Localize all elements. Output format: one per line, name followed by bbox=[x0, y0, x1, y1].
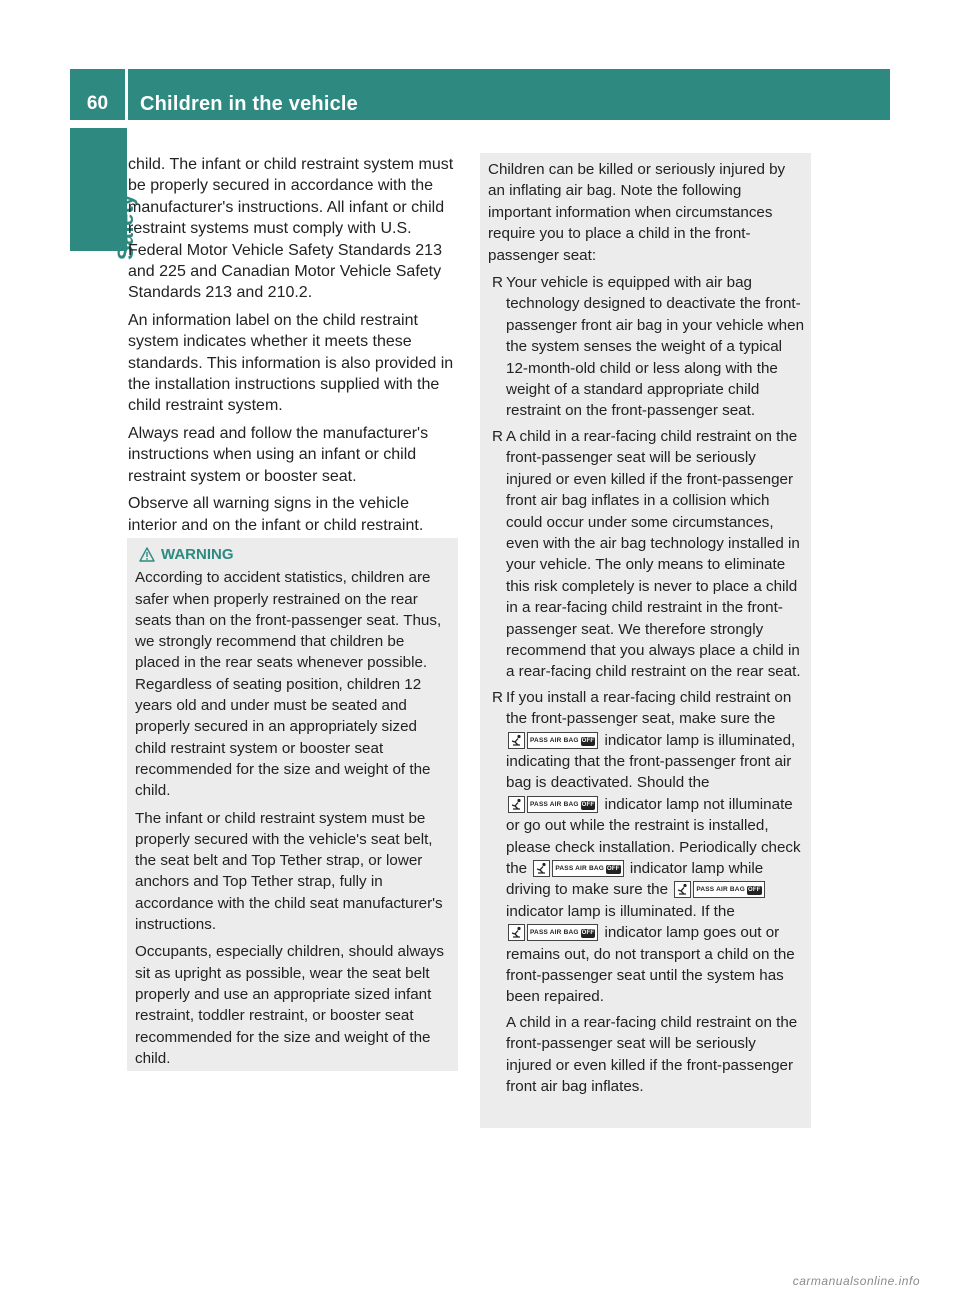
airbag-indicator-lamp bbox=[674, 881, 764, 898]
passenger-airbag-label bbox=[527, 924, 598, 941]
watermark: carmanualsonline.info bbox=[792, 1274, 920, 1288]
list-item bbox=[488, 272, 805, 422]
warning-paragraph: Occupants, especially children, should always sit as upright as possible, wear the seat belt properly and use an appropriate sized infant restraint, toddler restraint, or booster seat recommended for the size and weight of the child. bbox=[135, 943, 444, 1067]
warning-paragraph: The infant or child restraint system must be properly secured with the vehicle's seat belt, the seat belt and Top Tether strap, or lower anchors and Top Tether strap, fully in accordance with the child seat manufacturer's instructions. bbox=[135, 809, 443, 934]
airbag-indicator-lamp bbox=[533, 860, 623, 877]
paragraph: Always read and follow the manufacturer's instructions when using an infant or child restraint system or booster seat. bbox=[128, 424, 429, 485]
lamp-label-text: PASS AIR BAG bbox=[696, 886, 745, 894]
warning-triangle-icon bbox=[139, 547, 155, 562]
info-intro: Children can be killed or seriously injured by an inflating air bag. Note the following important information when circumstances require you to place a child in the front-passenger seat: bbox=[488, 161, 786, 264]
bullet-text: A child in a rear-facing child restraint on the front-passenger seat will be seriously injured or even killed if the front-passenger front air bag inflates in a collision which could occur under some circumstances, even with the air bag technology installed in your vehicle. The only means to eliminate this risk completely is never to place a child in a rear-facing child restraint in the front-passenger seat. We therefore strongly recommend that you always place a child in a rear-facing child restraint on the rear seat. bbox=[506, 427, 801, 681]
airbag-indicator-lamp bbox=[508, 732, 598, 749]
lamp-off-text: OFF bbox=[747, 887, 761, 894]
passenger-airbag-label bbox=[693, 881, 764, 898]
airbag-info-box bbox=[480, 153, 811, 1128]
list-item bbox=[488, 426, 805, 683]
left-column bbox=[128, 154, 462, 542]
passenger-airbag-label bbox=[527, 796, 598, 813]
child-seat-icon bbox=[533, 860, 550, 877]
paragraph: An information label on the child restraint system indicates whether it meets these standards. This information is also provided in the installation instructions supplied with the child restraint system. bbox=[128, 311, 454, 415]
child-seat-icon bbox=[508, 732, 525, 749]
lamp-label-text: PASS AIR BAG bbox=[530, 736, 579, 744]
airbag-indicator-lamp bbox=[508, 796, 598, 813]
list-item bbox=[488, 687, 805, 1008]
passenger-airbag-label bbox=[527, 732, 598, 749]
header-divider bbox=[125, 69, 128, 120]
bullet-text-part: indicator lamp is illuminated. If the bbox=[506, 902, 735, 920]
section-label: Safety bbox=[113, 193, 138, 260]
warning-box bbox=[127, 538, 458, 1071]
lamp-label-text: PASS AIR BAG bbox=[555, 865, 604, 872]
chapter-title: Children in the vehicle bbox=[140, 93, 358, 115]
bullet-text-part: indicator lamp goes out or remains out, do not transport a child on the front-passenger seat until the system has been repaired. bbox=[506, 924, 795, 1006]
passenger-airbag-label bbox=[552, 860, 623, 877]
info-closing: A child in a rear-facing child restraint on the front-passenger seat will be seriously injured or even killed if the front-passenger front air bag inflates. bbox=[506, 1013, 798, 1096]
airbag-indicator-lamp bbox=[508, 924, 598, 941]
warning-title: WARNING bbox=[161, 546, 234, 563]
bullet-text-part: indicator lamp not illuminate or go out while the restraint is installed, please check installation. Periodically check the bbox=[506, 795, 801, 877]
child-seat-icon bbox=[508, 924, 525, 941]
page-number: 60 bbox=[86, 93, 109, 114]
lamp-off-text: OFF bbox=[581, 737, 595, 744]
child-seat-icon bbox=[674, 881, 691, 898]
bullet-mark: R bbox=[492, 274, 503, 292]
paragraph: Observe all warning signs in the vehicle interior and on the infant or child restraint. bbox=[128, 495, 424, 534]
lamp-label-text: PASS AIR BAG bbox=[530, 929, 579, 937]
warning-paragraph: According to accident statistics, children are safer when properly restrained on the rear seats than on the front-passenger seat. Thus, we strongly recommend that children be placed in the rear seats whenever possible. Regardless of seating position, children 12 years old and under must be seated and properly secured in an appropriately sized child restraint system or booster seat recommended for the size and weight of the child. bbox=[135, 569, 442, 800]
paragraph: child. The infant or child restraint system must be properly secured in accordance with the manufacturer's instructions. All infant or child restraint systems must comply with U.S. Federal Motor Vehicle Safety Standards 213 and 225 and Canadian Motor Vehicle Safety Standards 213 and 210.2. bbox=[128, 156, 454, 302]
bullet-mark: R bbox=[492, 427, 503, 445]
bullet-text-part: indicator lamp is illuminated, indicating that the front-passenger front air bag is deactivated. Should the bbox=[506, 731, 796, 792]
lamp-off-text: OFF bbox=[607, 866, 620, 872]
bullet-mark: R bbox=[492, 688, 503, 706]
child-seat-icon bbox=[508, 796, 525, 813]
bullet-text-part: indicator lamp while driving to make sure the bbox=[506, 860, 764, 899]
bullet-text: Your vehicle is equipped with air bag technology designed to deactivate the front-passenger front air bag in your vehicle when the system senses the weight of a typical 12-month-old child or less along with the weight of a standard appropriate child restraint on the front-passenger seat. bbox=[506, 274, 805, 420]
lamp-off-text: OFF bbox=[581, 801, 595, 808]
lamp-off-text: OFF bbox=[581, 930, 595, 937]
lamp-label-text: PASS AIR BAG bbox=[530, 800, 579, 808]
bullet-text-part: If you install a rear-facing child restraint on the front-passenger seat, make sure the bbox=[506, 688, 792, 728]
warning-heading bbox=[139, 544, 452, 565]
